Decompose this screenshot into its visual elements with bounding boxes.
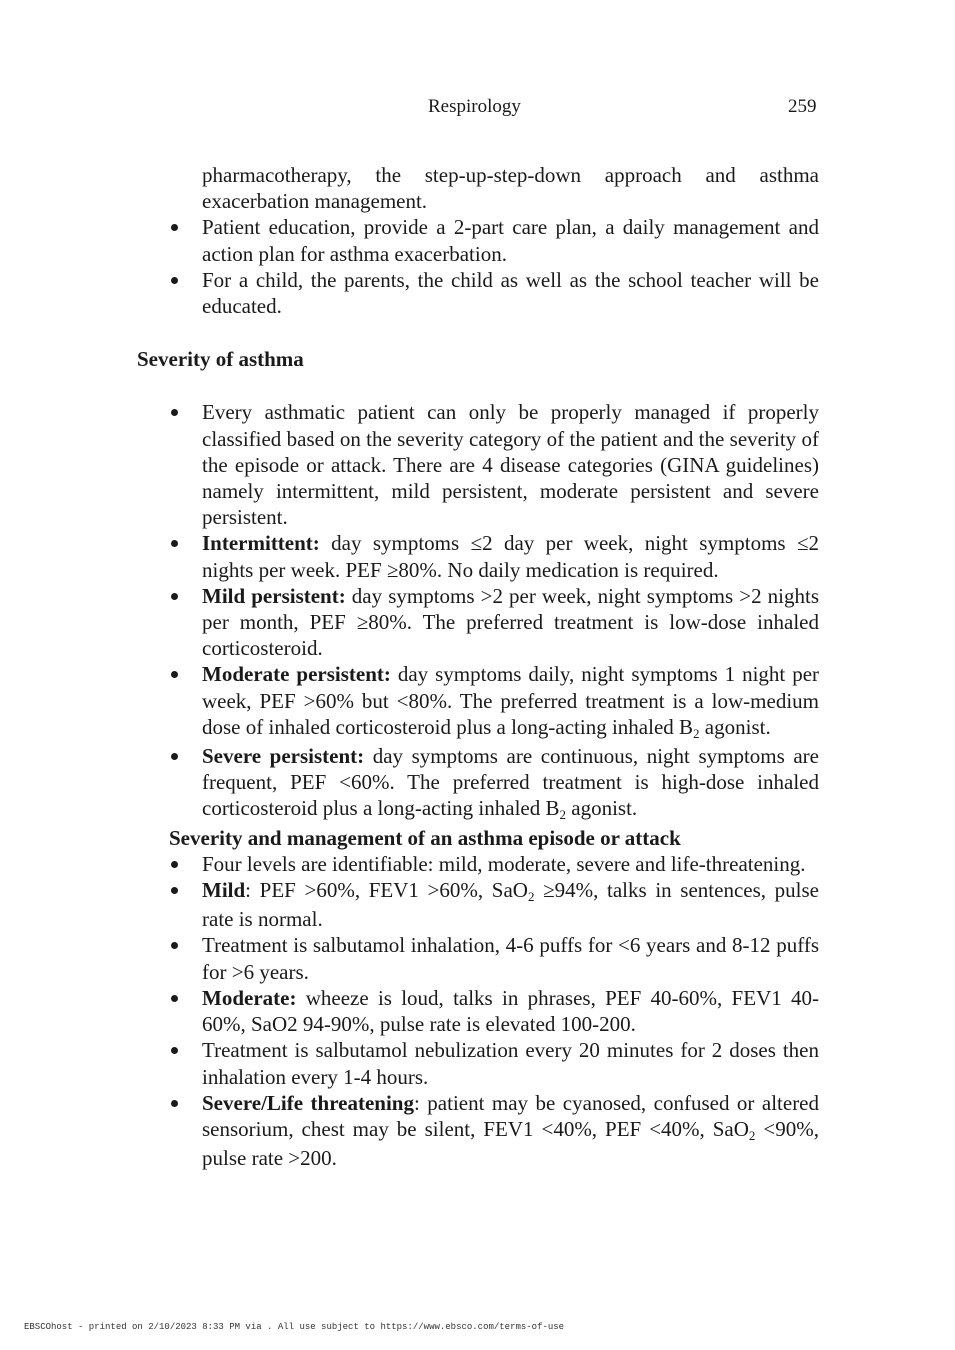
term-text: : patient may be cyanosed, confused or altered sensorium, chest may be silent, FEV1 <40%, PEF <40%, SaO [202, 1090, 820, 1141]
term-label: Mild [202, 878, 246, 903]
intro-list [137, 214, 819, 319]
list-item: Four levels are identifiable: mild, moderate, severe and life-threatening. [137, 851, 819, 877]
term-text: agonist. [699, 714, 771, 739]
term-label: Moderate: [202, 985, 297, 1010]
subscript: 2 [559, 807, 566, 823]
list-item [137, 530, 819, 582]
term-text: : PEF >60%, FEV1 >60%, SaO [245, 878, 528, 903]
term-text: day symptoms >2 per week, night symptoms >2 nights per month, PEF ≥80%. The preferred treatment is low-dose inhaled corticosteroid. [202, 583, 819, 661]
list-item [137, 743, 819, 825]
print-footer: EBSCOhost - printed on 2/10/2023 8:33 PM via . All use subject to https://www.ebsco.com/terms-of-use [24, 1322, 565, 1332]
section-heading-episode: Severity and management of an asthma episode or attack [169, 825, 681, 850]
severity-list [137, 399, 819, 824]
term-label: Moderate persistent: [202, 662, 391, 687]
list-item: Treatment is salbutamol inhalation, 4-6 puffs for <6 years and 8-12 puffs for >6 years. [137, 932, 819, 984]
term-label: Mild persistent: [202, 583, 346, 608]
continued-paragraph: pharmacotherapy, the step-up-step-down approach and asthma exacerbation management. [202, 163, 819, 214]
subscript: 2 [527, 889, 535, 905]
list-item [137, 985, 819, 1037]
term-label: Severe/Life threatening [202, 1090, 414, 1115]
term-text: day symptoms are continuous, night symptoms are frequent, PEF <60%. The preferred treatment is high-dose inhaled corticosteroid plus a long-acting inhaled B [202, 744, 820, 821]
list-item: Patient education, provide a 2-part care plan, a daily management and action plan for asthma exacerbation. [137, 214, 819, 266]
list-item [137, 583, 819, 662]
term-text: ≥94%, talks in sentences, pulse rate is normal. [202, 878, 820, 932]
section-heading-severity: Severity of asthma [137, 347, 304, 372]
term-label: Severe persistent: [202, 744, 365, 769]
list-item [137, 661, 819, 743]
list-item: Treatment is salbutamol nebulization every 20 minutes for 2 doses then inhalation every 1-4 hours. [137, 1037, 819, 1089]
list-item [137, 877, 819, 932]
subscript: 2 [748, 1127, 756, 1143]
term-text: agonist. [566, 796, 638, 821]
term-text: <90%, pulse rate >200. [202, 1116, 819, 1171]
page-number: 259 [788, 96, 817, 117]
term-label: Intermittent: [202, 531, 320, 556]
term-text: day symptoms daily, night symptoms 1 night per week, PEF >60% but <80%. The preferred treatment is a low-medium dose of inhaled corticosteroid plus a long-acting inhaled B [202, 662, 820, 739]
term-text: day symptoms ≤2 day per week, night symptoms ≤2 nights per week. PEF ≥80%. No daily medication is required. [202, 531, 819, 582]
list-item [137, 1090, 819, 1172]
term-text: wheeze is loud, talks in phrases, PEF 40-60%, FEV1 40-60%, SaO2 94-90%, pulse rate is elevated 100-200. [202, 985, 819, 1037]
episode-list [137, 851, 819, 1171]
list-item: Every asthmatic patient can only be properly managed if properly classified based on the severity category of the patient and the severity of the episode or attack. There are 4 disease categories (GINA guidelines) namely intermittent, mild persistent, moderate persistent and severe persistent. [137, 399, 819, 530]
subscript: 2 [693, 725, 700, 741]
running-header-title: Respirology [428, 96, 521, 117]
list-item: For a child, the parents, the child as well as the school teacher will be educated. [137, 267, 819, 319]
page-body [137, 162, 819, 1171]
